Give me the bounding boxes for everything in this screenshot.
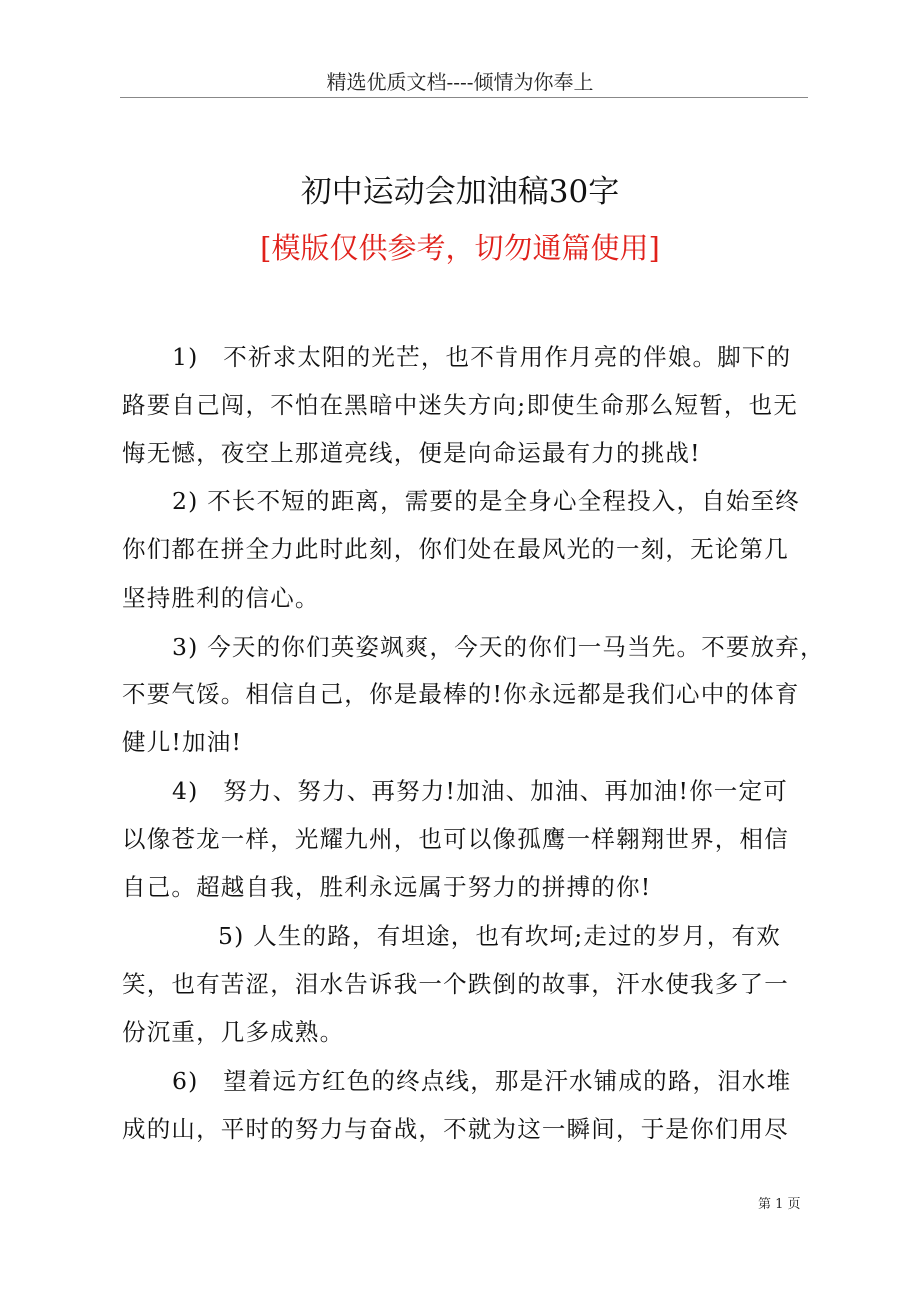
body-line: 成的山，平时的努力与奋战，不就为这一瞬间，于是你们用尽 — [122, 1115, 789, 1143]
body-line: 以像苍龙一样，光耀九州，也可以像孤鹰一样翱翔世界，相信 — [122, 825, 789, 853]
page-number: 第 1 页 — [758, 1197, 801, 1212]
header-divider — [120, 97, 808, 98]
body-line: 份沉重，几多成熟。 — [122, 1018, 345, 1046]
body-line: 1) 不祈求太阳的光芒，也不肯用作月亮的伴娘。脚下的 — [172, 343, 792, 371]
body-line: 2) 不长不短的距离，需要的是全身心全程投入，自始至终 — [172, 487, 800, 515]
body-line: 不要气馁。相信自己，你是最棒的!你永远都是我们心中的体育 — [122, 680, 800, 708]
body-line: 路要自己闯，不怕在黑暗中迷失方向;即使生命那么短暂，也无 — [122, 391, 799, 419]
body-line: 坚持胜利的信心。 — [122, 584, 320, 612]
document-subtitle: [模版仅供参考，切勿通篇使用] — [260, 231, 660, 265]
body-line: 你们都在拼全力此时此刻，你们处在最风光的一刻，无论第几 — [122, 535, 789, 563]
body-line: 4) 努力、努力、再努力!加油、加油、再加油!你一定可 — [172, 777, 788, 805]
body-line: 5) 人生的路，有坦途，也有坎坷;走过的岁月，有欢 — [218, 922, 782, 950]
body-line: 3) 今天的你们英姿飒爽，今天的你们一马当先。不要放弃， — [172, 633, 825, 661]
document-title: 初中运动会加油稿30字 — [300, 174, 620, 210]
body-line: 悔无憾，夜空上那道亮线，便是向命运最有力的挑战! — [122, 439, 701, 467]
body-line: 笑，也有苦涩，泪水告诉我一个跌倒的故事，汗水使我多了一 — [122, 970, 789, 998]
body-line: 健儿!加油! — [122, 728, 243, 756]
page-header: 精选优质文档----倾情为你奉上 — [326, 70, 594, 94]
body-line: 6) 望着远方红色的终点线，那是汗水铺成的路，泪水堆 — [172, 1067, 792, 1095]
body-line: 自己。超越自我，胜利永远属于努力的拼搏的你! — [122, 873, 652, 901]
